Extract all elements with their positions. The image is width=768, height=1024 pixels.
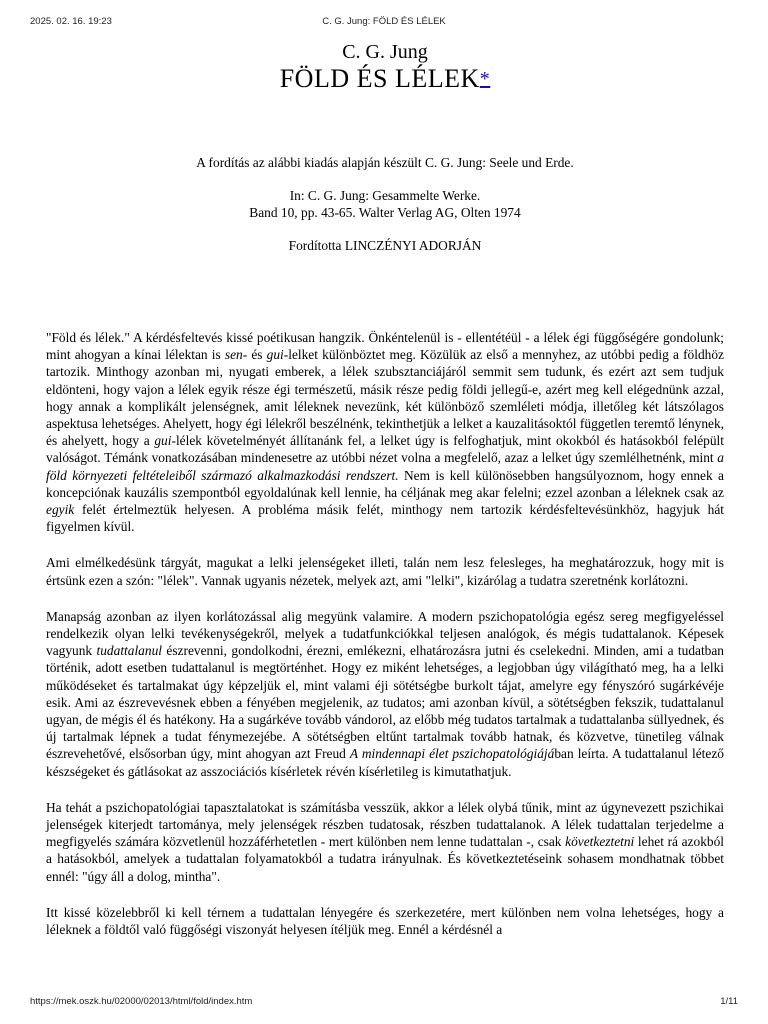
text-run: - és <box>242 347 267 363</box>
text-run: ban leírta. A tudattalanul létező készségeket és gátlásokat az asszociációs kísérletek révén kísérletileg is kimutathatjuk. <box>46 746 724 779</box>
text-run: lehet rá azokból a hatásokból, amelyek a tudattalan folyamatokból a tudatra irányulnak. És következtetéseink sohasem mondhatnak többet ennél: "úgy áll a dolog, mintha". <box>46 834 724 884</box>
text-run: észrevenni, gondolkodni, érezni, emlékezni, elhatározásra jutni és cselekedni. Minden, ami a tudatban történik, adott esetben tudattalanul is megtörténhet. Hogy ez miként lehetséges, a legjobban úgy világítható meg, ha a lelki működéseket és tartalmakat úgy képzeljük el, mint valami éji sötétségbe burkolt tájat, amelyre egy fényszóró sugárkévéje esik. Ami az észrevevésnek ebben a fényében megjelenik, az tudatos; ami azonban kívül, a sötétségben fekszik, tudattalanul ugyan, de mégis él és hatékony. Ha a sugárkéve tovább vándorol, az előbb még tudatos tartalmak a tudattalanba süllyednek, és új tartalmak lépnek a tudat fénymezejébe. A sötétségben eltűnt tartalmak tovább hatnak, és közvetve, tünetileg válnak észrevehetővé, elsősorban úgy, mint ahogyan azt Freud <box>46 643 725 762</box>
front-matter <box>46 154 724 254</box>
italic-run: következtetni <box>565 834 635 850</box>
italic-run: tudattalanul <box>96 643 162 659</box>
text-run: Manapság azonban az ilyen korlátozással alig megyünk valamire. A modern pszichopatológia egész sereg megfigyeléssel rendelkezik olyan lelki tevékenységekről, melyek a tudatfunkciókkal teljesen analógok, és mégis tudattalanok. Képesek vagyunk <box>46 608 724 659</box>
text-run: -lelket különböztet meg. Közülük az első a mennyhez, az utóbbi pedig a földhöz tartozik. Minthogy azonban mi, nyugati emberek, a lélek szubsztanciájáról semmit sem tudunk, és ezért azt sem tudjuk eldönteni, hogy vajon a lélek egyik része égi természetű, másik része pedig földi jellegű-e, azért meg kell elégednünk azzal, hogy annak a komplikált jelenségnek, amit léleknek nevezünk, két különböző szemléleti módja, illetőleg két látszólagos aspektusa lehetséges. Ahelyett, hogy égi lélekről beszélnénk, tekinthetjük a lelket a kauzalitásoktól független teremtő lénynek, és ahelyett, hogy a <box>46 347 724 449</box>
text-run: Nem is kell különösebben hangsúlyoznom, hogy ennek a koncepciónak kauzális szempontból egyoldalúnak kell lennie, ha céljának meg akar felelni; ezzel azonban a léleknek csak az <box>46 467 724 500</box>
translator-credit <box>46 237 724 254</box>
print-datetime: 2025. 02. 16. 19:23 <box>30 16 112 27</box>
body-text <box>46 329 724 938</box>
italic-run: egyik <box>46 502 75 518</box>
italic-run: a föld környezeti feltételeiből származó alkalmazkodási rendszert. <box>46 450 724 483</box>
paragraph-4 <box>46 799 724 885</box>
source-line: A fordítás az alábbi kiadás alapján készült C. G. Jung: Seele und Erde. <box>196 155 574 170</box>
text-run: "Föld és lélek." A kérdésfeltevés kissé poétikusan hangzik. Önkéntelenül is - ellentétéül - a lélek égi függőségére gondolunk; mint ahogyan a kínai lélektan is <box>46 330 724 363</box>
translator-name: LINCZÉNYI ADORJÁN <box>344 238 482 253</box>
author: C. G. Jung <box>342 41 428 63</box>
text-run: -lélek követelményét állítanánk fel, a lelket úgy is felfoghatjuk, mint okokból és hatásokból felépült valóságot. Témánk vonatkozásában mindenesetre az utóbbi nézet volna a megfelelő, azaz a lelket úgy szemlélhetnénk, mint <box>46 433 724 466</box>
italic-run: gui <box>154 433 172 449</box>
print-url: https://mek.oszk.hu/02000/02013/html/fold/index.htm <box>30 996 253 1007</box>
print-footer <box>0 996 768 1010</box>
footnote-link[interactable]: * <box>479 68 491 90</box>
italic-run: A mindennapi élet pszichopatológiájá <box>349 746 555 762</box>
translator-prefix: Fordította <box>288 238 342 253</box>
reference-line-2: Band 10, pp. 43-65. Walter Verlag AG, Olten 1974 <box>249 205 521 220</box>
bibliographic-reference <box>46 187 724 221</box>
title-text: FÖLD ÉS LÉLEK <box>279 64 480 93</box>
document-page <box>46 40 724 938</box>
paragraph-3 <box>46 608 724 780</box>
print-page-number: 1/11 <box>720 996 738 1007</box>
paragraph-1 <box>46 329 724 535</box>
reference-line-1: In: C. G. Jung: Gesammelte Werke. <box>289 188 481 203</box>
text-run: felét értelmeztük helyesen. A probléma másik felét, minthogy nem tartozik kérdésfeltevésünkhöz, hagyjuk hát figyelmen kívül. <box>46 502 724 535</box>
page-title <box>46 64 724 94</box>
print-doc-title: C. G. Jung: FÖLD ÉS LÉLEK <box>322 16 446 27</box>
paragraph-2: Ami elmélkedésünk tárgyát, magukat a lelki jelenségeket illeti, talán nem lesz felesleges, ha meghatározzuk, hogy mit is értsünk ezen a szón: "lélek". Vannak ugyanis nézetek, melyek azt, ami "lelki", kizárólag a tudatra szeretnénk korlátozni. <box>46 555 724 588</box>
text-run: Ha tehát a pszichopatológiai tapasztalatokat is számításba vesszük, akkor a lélek olybá tűnik, mint az úgynevezett pszichikai jelenségek kiterjedt tartománya, mely jelenségek részben tudatosak, részben tudattalanok. A lélek tudattalan terjedelme a megfigyelés számára közvetlenül hozzáférhetetlen - mert különben nem lenne tudattalan -, csak <box>46 799 724 850</box>
italic-run: sen <box>224 347 243 363</box>
print-header <box>0 16 768 30</box>
paragraph-5: Itt kissé közelebbről ki kell térnem a tudattalan lényegére és szerkezetére, mert különben nem volna lehetséges, hogy a léleknek a földtől való függőségi viszonyát helyesen ítéljük meg. Ennél a kérdésnél a <box>46 904 724 938</box>
italic-run: gui <box>266 347 284 363</box>
